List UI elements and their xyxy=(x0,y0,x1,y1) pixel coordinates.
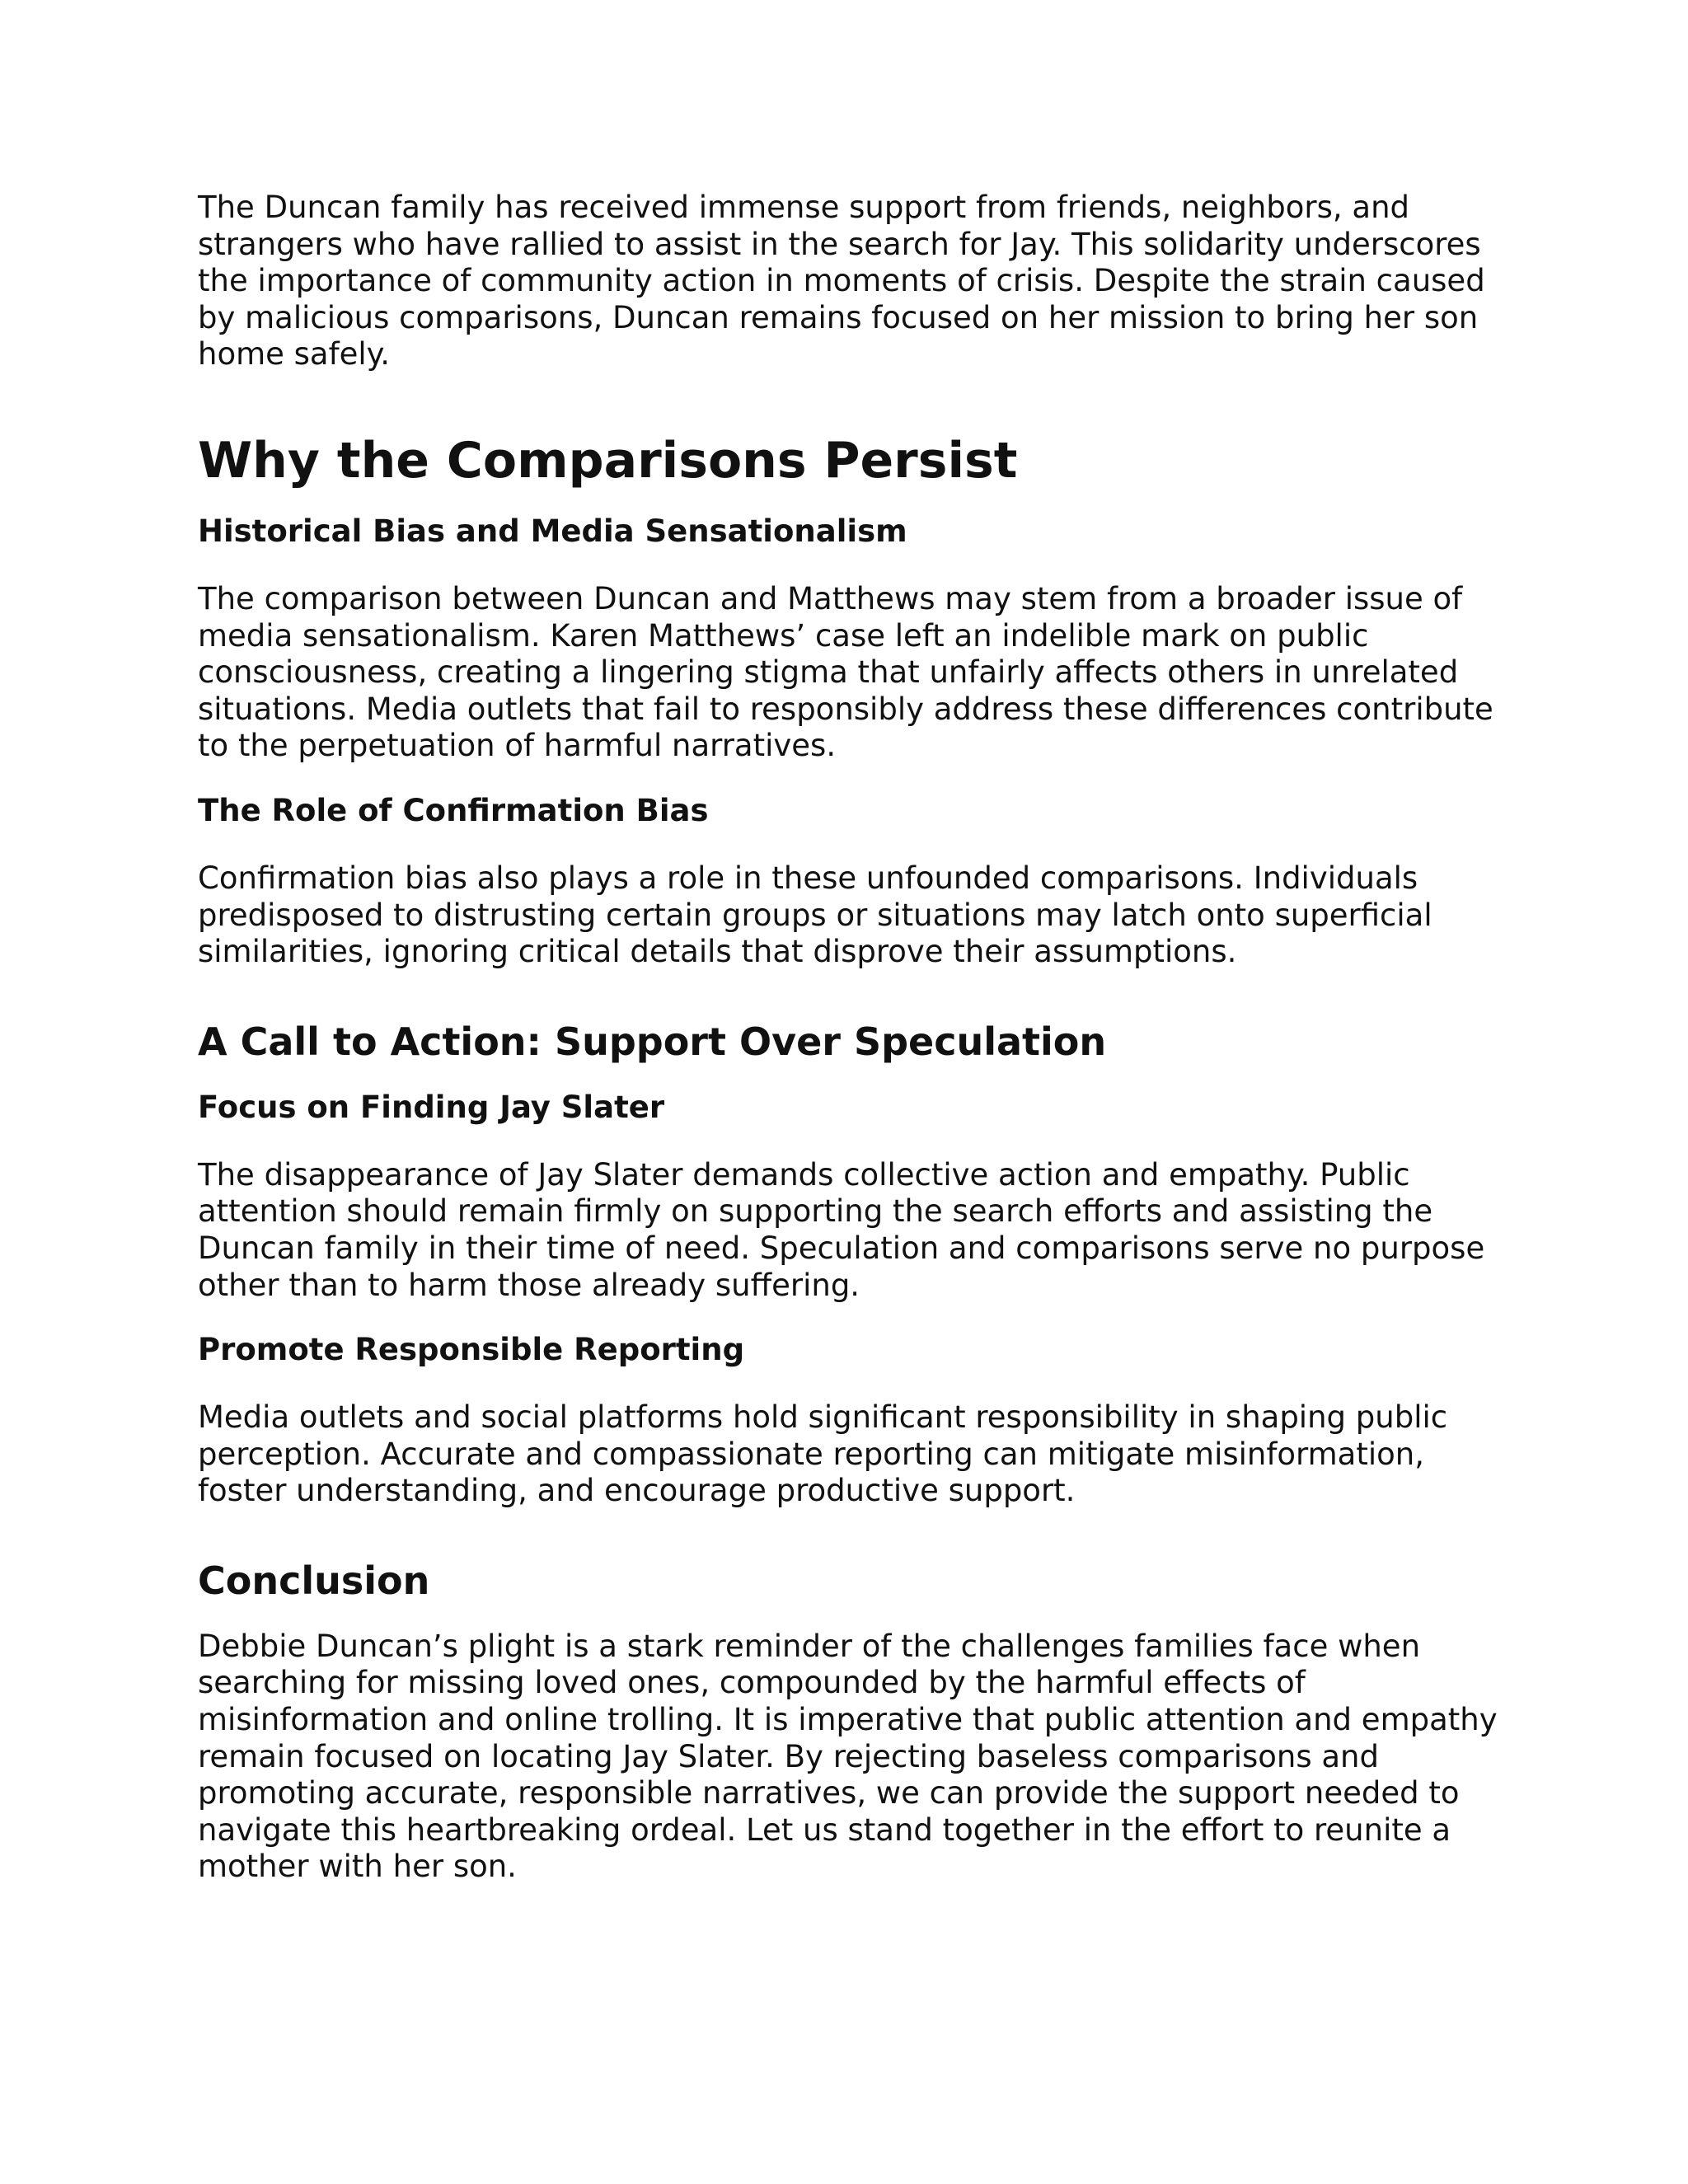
paragraph-conclusion: Debbie Duncan’s plight is a stark reminder of the challenges families face when searching for missing loved ones, compounded by the harmful effects of misinformation and online trolling. It is imperative that public attention and empathy remain focused on locating Jay Slater. By rejecting baseless comparisons and promoting accurate, responsible narratives, we can provide the support needed to navigate this heartbreaking ordeal. Let us stand together in the effort to reunite a mother with her son. xyxy=(198,1628,1498,1885)
paragraph-focus-on-finding: The disappearance of Jay Slater demands collective action and empathy. Public attention should remain firmly on supporting the search efforts and assisting the Duncan family in their time of need. Speculation and comparisons serve no purpose other than to harm those already suffering. xyxy=(198,1156,1485,1303)
intro-paragraph: The Duncan family has received immense support from friends, neighbors, and strangers who have rallied to assist in the search for Jay. This solidarity underscores the importance of community action in moments of crisis. Despite the strain caused by malicious comparisons, Duncan remains focused on her mission to bring her son home safely. xyxy=(198,190,1485,373)
section-heading-why-comparisons-persist: Why the Comparisons Persist xyxy=(198,431,1018,490)
paragraph-historical-bias: The comparison between Duncan and Matthews may stem from a broader issue of media sensationalism. Karen Matthews’ case left an indelible mark on public consciousness, creating a lingering stigma that unfairly affects others in unrelated situations. Media outlets that fail to responsibly address these differences contribute to the perpetuation of harmful narratives. xyxy=(198,580,1493,764)
subheading-historical-bias: Historical Bias and Media Sensationalism xyxy=(198,513,907,549)
subheading-focus-on-finding: Focus on Finding Jay Slater xyxy=(198,1089,665,1125)
paragraph-responsible-reporting: Media outlets and social platforms hold significant responsibility in shaping public perception. Accurate and compassionate reporting can mitigate misinformation, foster understanding, and encourage productive support. xyxy=(198,1399,1448,1509)
subheading-confirmation-bias: The Role of Confirmation Bias xyxy=(198,792,709,828)
section-heading-call-to-action: A Call to Action: Support Over Speculation xyxy=(198,1019,1107,1064)
subheading-responsible-reporting: Promote Responsible Reporting xyxy=(198,1332,745,1368)
document-page xyxy=(198,190,1500,1886)
paragraph-confirmation-bias: Confirmation bias also plays a role in these unfounded comparisons. Individuals predisposed to distrusting certain groups or situations may latch onto superficial similarities, ignoring critical details that disprove their assumptions. xyxy=(198,860,1432,970)
section-heading-conclusion: Conclusion xyxy=(198,1558,430,1603)
